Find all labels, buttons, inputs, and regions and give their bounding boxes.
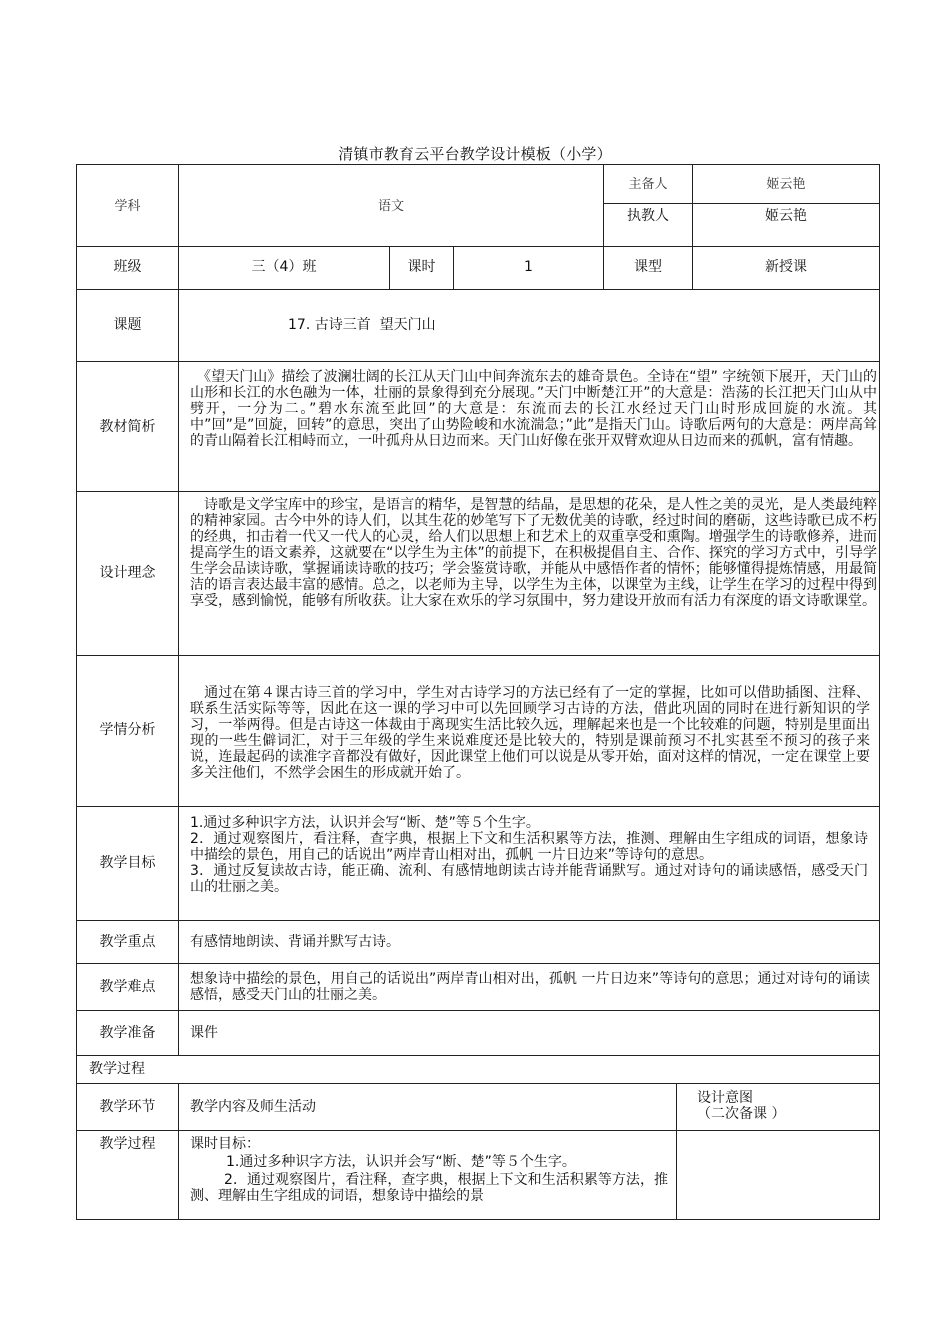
difficulties-text: 想象诗中描绘的景色，用自己的话说出”两岸青山相对出，孤帆 一片日边来”等诗句的意思；通过对诗句的诵读感悟，感受天门山的壮丽之美。 — [190, 971, 870, 1003]
process-label: 教学过程 — [99, 1136, 156, 1152]
learner-text: 通过在第４课古诗三首的学习中，学生对古诗学习的方法已经有了一定的掌握，比如可以借助插图、注释、联系生活实际等等，因此在这一课的学习中可以先回顾学习古诗的方法，借此巩固的同时在进行新知识的学习，一举两得。但是古诗这一体裁由于离现实生活比较久远，理解起来也是一个比较难的问题，特别是里面出现的一些生僻词汇，对于三年级的学生来说难度还是比较大的，特别是课前预习不扎实甚至不预习的孩子来说，连最起码的读准字音都没有做好，因此课堂上他们可以说是从零开始，面对这样的情况，一定在课堂上要多关注他们，不然学会困生的形成就开始了。 — [190, 685, 870, 781]
learner-label: 学情分析 — [99, 722, 156, 738]
process-goal-1: 1.通过多种识字方法，认识并会写“断、楚”等５个生字。 — [226, 1154, 576, 1170]
lesson-type-value: 新授课 — [765, 259, 807, 275]
teacher-value: 姬云艳 — [765, 208, 807, 224]
objectives-label: 教学目标 — [99, 855, 156, 871]
lead-teacher-value: 姬云艳 — [766, 177, 806, 192]
objectives-text: 1.通过多种识字方法，认识并会写“断、楚”等５个生字。 2．通过观察图片，看注释，查字典，根据上下文和生活积累等方法，推测、理解由生字组成的词语，想象诗中描绘的景色，用自己的话说出”两岸青山相对出，孤帆 一片日边来”等诗句的意思。 3．通过反复读故古诗，能正确、流利、有感情地朗读古诗并能背诵默写。通过对诗句的诵读感悟，感受天门山的壮丽之美。 — [190, 815, 868, 895]
process-goal-2: 2．通过观察图片，看注释，查字典，根据上下文和生活积累等方法，推测、理解由生字组成的词语，想象诗中描绘的景 — [190, 1172, 668, 1204]
stage-header: 教学环节 — [99, 1099, 156, 1115]
topic-label: 课题 — [113, 317, 142, 333]
process-section-header: 教学过程 — [89, 1061, 145, 1077]
document-title: 清镇市教育云平台教学设计模板（小学） — [338, 145, 612, 163]
subject-value: 语文 — [377, 199, 404, 214]
preparation-label: 教学准备 — [99, 1025, 156, 1041]
concept-text: 诗歌是文学宝库中的珍宝，是语言的精华，是智慧的结晶，是思想的花朵，是人性之美的灵光，是人类最纯粹的精神家园。古今中外的诗人们，以其生花的妙笔写下了无数优美的诗歌，经过时间的磨砺，这些诗歌已成不朽的经典，扣击着一代又一代人的心灵，给人们以思想上和艺术上的双重享受和熏陶。增强学生的诗歌修养，进而提高学生的语文素养，这就要在“以学生为主体”的前提下，在积极提倡自主、合作、探究的学习方式中，引导学生学会品读诗歌，掌握诵读诗歌的技巧；学会鉴赏诗歌，并能从中感悟作者的情怀；能够懂得提炼情感，用最简洁的语言表达最丰富的感情。总之，以老师为主导，以学生为主体，以课堂为主线，让学生在学习的过程中得到享受，感到愉悦，能够有所收获。让大家在欢乐的学习氛围中，努力建设开放而有活力有深度的语文诗歌课堂。 — [190, 497, 877, 609]
lesson-type-label: 课型 — [634, 259, 662, 275]
lead-teacher-label: 主备人 — [628, 177, 668, 192]
process-goal-title: 课时目标： — [190, 1136, 260, 1152]
key-points-label: 教学重点 — [99, 934, 156, 950]
key-points-text: 有感情地朗读、背诵并默写古诗。 — [190, 934, 400, 950]
intent-header: 设计意图 （二次备课 ） — [697, 1090, 786, 1122]
period-label: 课时 — [407, 259, 436, 275]
subject-label: 学科 — [114, 199, 141, 214]
textbook-text: 《望天门山》描绘了波澜壮阔的长江从天门山中间奔流东去的雄奇景色。全诗在“望” 字统领下展开，天门山的山形和长江的水色融为一体，壮丽的景象得到充分展现。”天门中断楚江开”的大意是：浩荡的长江把天门山从中劈开，一分为二。”碧水东流至此回”的大意是：东流而去的长江水经过天门山时形成回旋的水流。其中”回”是”回旋，回转”的意思，突出了山势险峻和水流湍急；”此”是指天门山。诗歌后两句的大意是：两岸高耸的青山隔着长江相峙而立，一叶孤舟从日边而来。天门山好像在张开双臂欢迎从日边而来的孤帆，富有情趣。 — [190, 369, 878, 449]
class-label: 班级 — [113, 259, 142, 275]
class-value: 三（4）班 — [251, 259, 317, 275]
content-header: 教学内容及师生活动 — [190, 1099, 316, 1115]
period-value: 1 — [524, 259, 533, 275]
textbook-label: 教材简析 — [99, 419, 156, 435]
teacher-label: 执教人 — [627, 208, 669, 224]
difficulties-label: 教学难点 — [99, 979, 156, 995]
concept-label: 设计理念 — [99, 565, 156, 581]
topic-value: 17. 古诗三首 望天门山 — [288, 317, 436, 333]
preparation-text: 课件 — [190, 1025, 218, 1041]
